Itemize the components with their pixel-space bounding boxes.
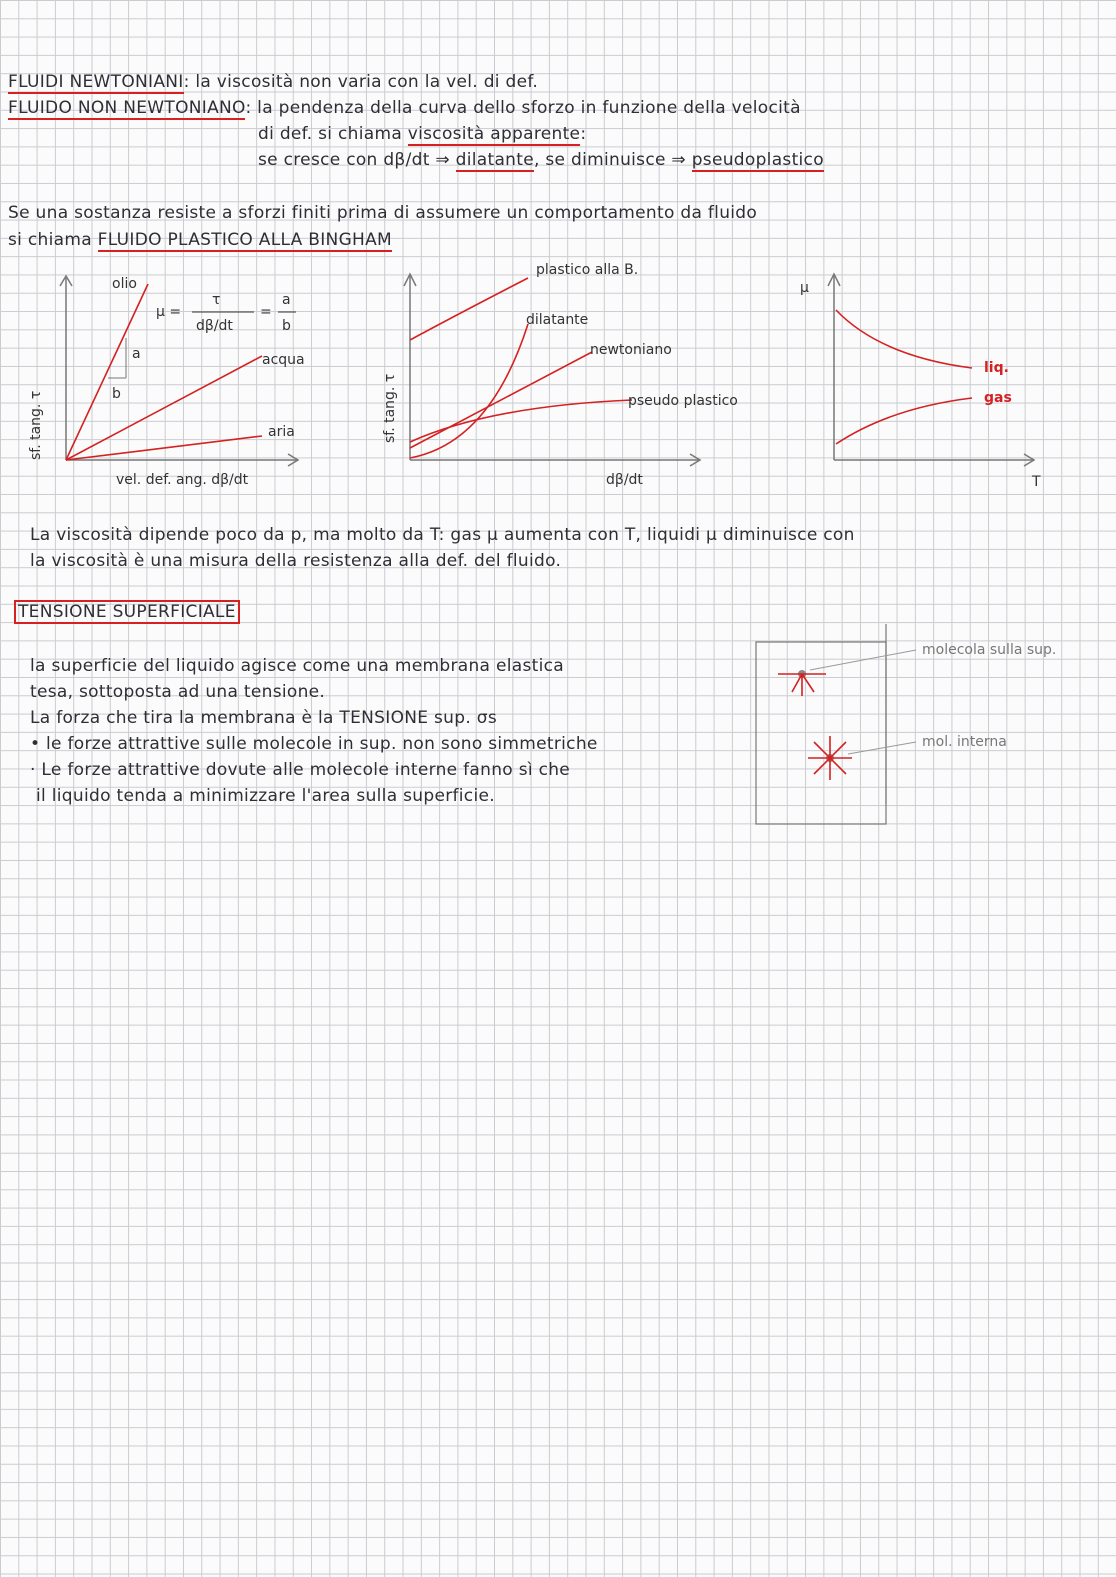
term-viscosita-apparente: viscosità apparente <box>407 124 581 144</box>
line-aria <box>66 436 262 460</box>
label-gas: gas <box>984 390 1012 406</box>
formula-dbdt: dβ/dt <box>196 318 233 334</box>
formula-b: b <box>282 318 291 334</box>
label-plastico: plastico alla B. <box>536 262 639 278</box>
graph3-xlabel: T <box>1032 474 1041 490</box>
tension-line-6: il liquido tenda a minimizzare l'area sulla superficie. <box>36 786 495 806</box>
graph2-ylabel: sf. tang. τ <box>382 373 398 443</box>
curve-plastico <box>410 278 528 340</box>
intro-line-2: FLUIDO NON NEWTONIANO: la pendenza della curva dello sforzo in funzione della velocità <box>8 98 801 118</box>
tension-line-4: • le forze attrattive sulle molecole in sup. non sono simmetriche <box>30 734 598 754</box>
line-acqua <box>66 356 262 460</box>
formula-tau: τ <box>212 292 221 308</box>
term-bingham: FLUIDO PLASTICO ALLA BINGHAM <box>97 230 393 250</box>
label-aria: aria <box>268 424 295 440</box>
molecule-diagram <box>750 620 1090 820</box>
intro-line-1: FLUIDI NEWTONIANI: la viscosità non varia con la vel. di def. <box>8 72 539 92</box>
formula-a: a <box>282 292 291 308</box>
graph1-ylabel: sf. tang. τ <box>28 390 44 460</box>
tension-line-5: · Le forze attrattive dovute alle molecole interne fanno sì che <box>30 760 571 780</box>
label-olio: olio <box>112 276 137 292</box>
bingham-line-2: si chiama FLUIDO PLASTICO ALLA BINGHAM <box>8 230 393 250</box>
label-interior-molecule: mol. interna <box>922 734 1007 750</box>
intro-line-3: di def. si chiama viscosità apparente: <box>258 124 587 144</box>
interior-molecule-icon <box>808 736 852 780</box>
tension-line-1: la superficie del liquido agisce come una membrana elastica <box>30 656 564 676</box>
curve-liquid <box>836 310 972 368</box>
visc-line-1: La viscosità dipende poco da p, ma molto da T: gas μ aumenta con T, liquidi μ diminuisce con <box>30 525 855 545</box>
bingham-line-1: Se una sostanza resiste a sforzi finiti prima di assumere un comportamento da fluido <box>8 203 758 223</box>
formula-eq: = <box>260 304 272 320</box>
graph-viscosity-fluids <box>0 270 330 500</box>
term-fluidi-newtoniani: FLUIDI NEWTONIANI <box>8 72 184 92</box>
curve-gas <box>836 398 972 444</box>
formula-mu: μ = <box>156 304 182 320</box>
term-pseudoplastico: pseudoplastico <box>691 150 824 170</box>
line-olio <box>66 284 148 460</box>
label-pseudoplastico: pseudo plastico <box>628 393 738 409</box>
graph1-xlabel: vel. def. ang. dβ/dt <box>116 472 249 488</box>
graph3-ylabel: μ <box>800 280 809 296</box>
label-liq: liq. <box>984 360 1009 376</box>
section-title-tensione: TENSIONE SUPERFICIALE <box>14 600 240 624</box>
graph-viscosity-temperature <box>800 268 1050 498</box>
label-newtoniano: newtoniano <box>590 342 672 358</box>
curve-pseudoplastico <box>410 400 632 442</box>
tension-line-3: La forza che tira la membrana è la TENSIONE sup. σs <box>30 708 497 728</box>
label-a: a <box>132 346 141 362</box>
label-acqua: acqua <box>262 352 305 368</box>
tension-line-2: tesa, sottoposta ad una tensione. <box>30 682 326 702</box>
intro-line-4: se cresce con dβ/dt ⇒ dilatante, se diminuisce ⇒ pseudoplastico <box>258 150 824 170</box>
label-b: b <box>112 386 121 402</box>
label-surface-molecule: molecola sulla sup. <box>922 642 1057 658</box>
graph-fluid-behaviours <box>370 262 810 498</box>
surface-molecule-icon <box>778 670 826 696</box>
term-fluido-non-newtoniano: FLUIDO NON NEWTONIANO <box>8 98 246 118</box>
label-dilatante: dilatante <box>526 312 589 328</box>
term-dilatante: dilatante <box>455 150 534 170</box>
graph2-xlabel: dβ/dt <box>606 472 643 488</box>
visc-line-2: la viscosità è una misura della resistenza alla def. del fluido. <box>30 551 562 571</box>
curve-newtoniano <box>410 352 592 448</box>
